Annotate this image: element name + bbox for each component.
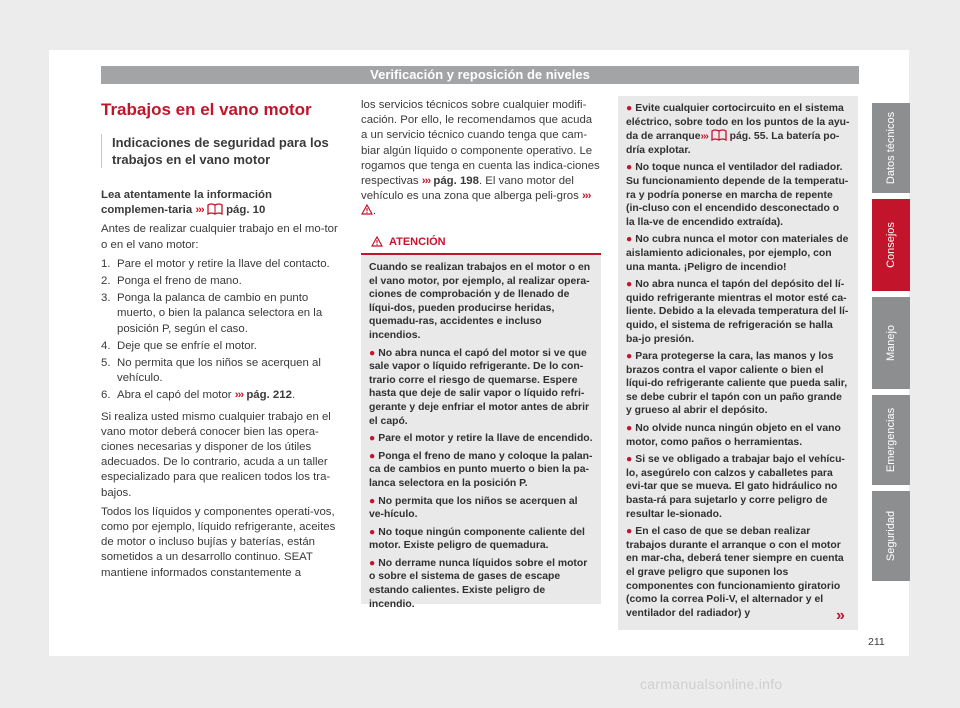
tab-seguridad[interactable] — [872, 491, 910, 581]
step-text: Ponga el freno de mano. — [117, 275, 242, 288]
warning-item — [369, 526, 593, 553]
tab-label: Datos técnicos — [885, 111, 897, 185]
bullet-icon: ● — [626, 526, 633, 538]
book-icon — [711, 129, 727, 141]
warning-item-text: No olvide nunca ningún objeto en el vano motor, como paños o herramientas. — [626, 423, 841, 448]
bullet-icon: ● — [369, 526, 376, 538]
tab-label: Emergencias — [885, 407, 897, 473]
warning-item-text: Pare el motor y retire la llave de encendido. — [378, 433, 593, 445]
paragraph: Si realiza usted mismo cualquier trabajo en el vano motor deberá conocer bien las opera-ciones necesarias y disponer de los útiles adecuados. De lo contrario, acuda a un taller especializado para que realicen todos los tra-bajos. — [101, 410, 331, 499]
intro-note — [101, 188, 339, 218]
step-number: 4. — [101, 339, 111, 352]
step-item — [101, 291, 339, 337]
section-subtitle: Indicaciones de seguridad para los trabajos en el vano motor — [101, 134, 339, 168]
step-item — [101, 339, 339, 354]
reference-arrow: ››› — [700, 131, 708, 143]
book-icon — [207, 203, 223, 215]
warning-item-text: No permita que los niños se acerquen al ve-hículo. — [369, 495, 578, 521]
step-suffix: . — [291, 389, 296, 402]
bullet-icon: ● — [626, 162, 633, 174]
paragraph: los servicios técnicos sobre cualquier modifi-cación. Por ello, le recomendamos que acuda a un servicio técnico cuando tenga que cam-biar algún líquido o componente operativo. Le rogamos que tenga en cuenta las indica-ciones respectivas ››› pág. 198. El vano motor del vehículo es una zona que alberga peli-gros ››› . — [361, 99, 600, 218]
bullet-icon: ● — [626, 454, 633, 466]
step-number: 2. — [101, 275, 111, 288]
column-middle — [361, 98, 601, 224]
reference-arrow: ››› — [234, 389, 244, 402]
intro-text: Antes de realizar cualquier trabajo en el mo-tor o en el vano motor: — [101, 223, 338, 251]
page-reference-link[interactable]: pág. 212 — [246, 389, 292, 402]
page-reference-link[interactable]: pág. 55 — [729, 131, 766, 143]
step-number: 5. — [101, 357, 111, 370]
warning-item-text: No derrame nunca líquidos sobre el motor o sobre el sistema de gases de escape estando calientes. Existe peligro de incendio. — [369, 557, 588, 610]
continue-marker: » — [836, 607, 845, 624]
bullet-icon: ● — [626, 423, 633, 435]
column-left — [101, 100, 339, 585]
watermark: carmanualsonline.info — [640, 676, 783, 692]
warning-item-text: En el caso de que se deban realizar trabajos durante el arranque o con el motor en mar-cha, deberá tener siempre en cuenta el grave peligro que suponen los componentes con funcionamiento giratorio (como la correa Poli-V, el alternador y el ventilador del radiador) y — [626, 526, 844, 619]
bullet-icon: ● — [369, 433, 376, 445]
step-item — [101, 356, 339, 386]
warning-item-text: No abra nunca el tapón del depósito del lí-quido refrigerante mientras el motor esté ca-liente. Debido a la elevada temperatura del lí-quido, el sistema de refrigeración se halla ba-jo presión. — [626, 279, 849, 345]
tab-emergencias[interactable] — [872, 395, 910, 485]
page-number: 211 — [868, 636, 885, 648]
step-number: 1. — [101, 257, 111, 270]
warning-body — [618, 96, 858, 620]
warning-item — [369, 450, 593, 491]
bullet-icon: ● — [369, 557, 376, 569]
page-title: Trabajos en el vano motor — [101, 100, 312, 119]
paragraph-text: los servicios técnicos sobre cualquier modifi-cación. Por ello, le recomendamos que acuda a un servicio técnico cuando tenga que cam-biar algún líquido o componente operativo. Le rogamos que tenga en cuenta las indica-ciones respectivas — [361, 99, 600, 188]
warning-triangle-icon — [371, 236, 383, 247]
warning-item — [626, 453, 850, 521]
paragraph-text: . El vano motor del vehículo es una zona que alberga peli-gros — [361, 175, 579, 203]
intro-note-text: Lea atentamente la información complemen-taria — [101, 189, 272, 217]
tab-label: Seguridad — [885, 510, 897, 562]
warning-box — [361, 231, 601, 610]
reference-arrow: ››› — [195, 204, 204, 217]
step-text: Ponga la palanca de cambio en punto muerto, o bien la palanca selectora en la posición P, según el caso. — [117, 292, 323, 335]
warning-header — [361, 231, 601, 255]
warning-item — [626, 525, 850, 620]
warning-item — [626, 422, 850, 449]
tab-manejo[interactable] — [872, 297, 910, 389]
steps-list — [101, 257, 339, 404]
warning-item — [369, 432, 593, 446]
tab-label: Manejo — [885, 324, 897, 362]
warning-item — [369, 495, 593, 522]
warning-item — [626, 233, 850, 274]
section-header: Verificación y reposición de niveles — [101, 66, 859, 84]
bullet-icon: ● — [369, 347, 376, 359]
page-reference-link[interactable]: pág. 10 — [226, 204, 266, 217]
warning-item-text: Ponga el freno de mano y coloque la palan-ca de cambios en punto muerto o bien la pa-lanca selectora en la posición P. — [369, 450, 593, 489]
warning-item-text: No abra nunca el capó del motor si ve que sale vapor o líquido refrigerante. De lo con-trario corre el riesgo de quemarse. Espere hasta que deje de salir vapor o líquido refri-gerante y deje enfriar el motor antes de abrir el capó. — [369, 347, 590, 427]
warning-box-continued — [618, 96, 858, 630]
warning-body — [361, 255, 601, 611]
page-reference-link[interactable]: pág. 198 — [433, 175, 479, 188]
step-number: 6. — [101, 389, 111, 402]
warning-item — [626, 161, 850, 229]
reference-arrow: ››› — [582, 190, 591, 203]
warning-title: ATENCIÓN — [389, 236, 446, 248]
warning-item-text: No toque ningún componente caliente del motor. Existe peligro de quemadura. — [369, 526, 585, 552]
warning-item-text: Si se ve obligado a trabajar bajo el vehícu-lo, asegúrelo con calzos y caballetes para evi-tar que se mueva. El gato hidráulico no basta-rá para sujetarlo y corre peligro de resultar le-sionado. — [626, 454, 845, 520]
warning-triangle-icon — [361, 204, 373, 215]
step-text: Abra el capó del motor — [117, 389, 232, 402]
step-item — [101, 388, 339, 403]
bullet-icon: ● — [626, 234, 633, 246]
step-text: Deje que se enfríe el motor. — [117, 339, 257, 352]
tab-label: Consejos — [885, 222, 897, 268]
tab-consejos[interactable] — [872, 199, 910, 291]
warning-item-text: Para protegerse la cara, las manos y los brazos contra el vapor caliente o bien el líqui-do refrigerante caliente que pueda salir, se debe cubrir el tapón con un paño grande y grueso al abrir el depósito. — [626, 351, 848, 417]
warning-item-text: . La batería po-dría explotar. — [626, 131, 840, 156]
warning-item-text: No cubra nunca el motor con materiales de aislamiento adicionales, por ejemplo, con una manta. ¡Peligro de incendio! — [626, 234, 849, 273]
reference-arrow: ››› — [421, 175, 431, 188]
bullet-icon: ● — [369, 495, 376, 507]
step-number: 3. — [101, 292, 111, 305]
bullet-icon: ● — [369, 450, 376, 462]
bullet-icon: ● — [626, 103, 633, 114]
warning-item-text: No toque nunca el ventilador del radiador. Su funcionamiento depende de la temperatu-ra y podría ponerse en marcha de repente (in-cluso con el encendido desconectado o la lla-ve de encendido extraída). — [626, 162, 849, 228]
warning-item — [626, 350, 850, 418]
warning-intro: Cuando se realizan trabajos en el motor o en el vano motor, por ejemplo, al realizar opera-ciones de comprobación y de llenado de líqui-dos, pueden producirse heridas, quemadu-ras, accidentes e incluso incendios. — [369, 262, 591, 341]
step-item — [101, 257, 339, 272]
step-text: Pare el motor y retire la llave del contacto. — [117, 257, 330, 270]
warning-item — [626, 278, 850, 346]
step-item — [101, 274, 339, 289]
warning-item — [626, 102, 850, 157]
bullet-icon: ● — [626, 351, 633, 363]
tab-datos-tecnicos[interactable] — [872, 103, 910, 193]
warning-item — [369, 557, 593, 611]
warning-item — [369, 347, 593, 429]
warning-item-text: Evite cualquier cortocircuito en el sistema eléctrico, sobre todo en los puntos de la ayu-da de arranque — [626, 103, 850, 143]
step-text: No permita que los niños se acerquen al vehículo. — [117, 357, 321, 385]
paragraph: Todos los líquidos y componentes operati-vos, como por ejemplo, líquido refrigerante, aceites de motor o incluso bujías y baterías, están sometidos a un desarrollo continuo. SEAT mantiene informados constantemente a — [101, 505, 336, 579]
bullet-icon: ● — [626, 279, 633, 291]
